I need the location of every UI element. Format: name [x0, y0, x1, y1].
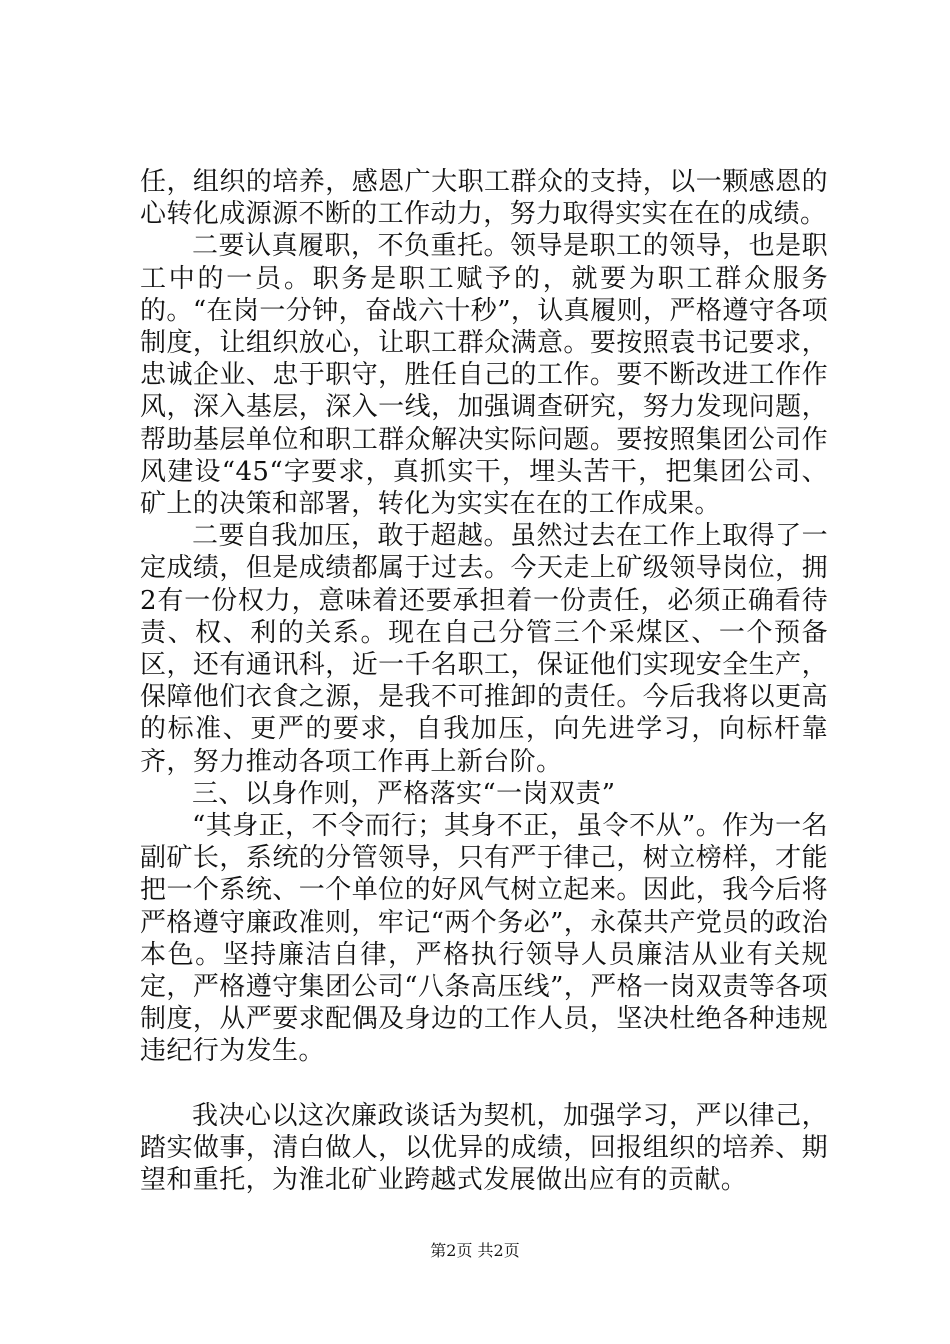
- paragraph-integrity: “其身正，不令而行；其身不正，虽令不从”。作为一名副矿长，系统的分管领导，只有严于律己，树立榜样，才能把一个系统、一个单位的好风气树立起来。因此，我今后将严格遵守廉政准则，牢记“两个务必”，永葆共产党员的政治本色。坚持廉洁自律，严格执行领导人员廉洁从业有关规定，严格遵守集团公司“八条高压线”，严格一岗双责等各项制度，从严要求配偶及身边的工作人员，坚决杜绝各种违规违纪行为发生。: [140, 811, 828, 1067]
- paragraph-self-pressure: 二要自我加压，敢于超越。虽然过去在工作上取得了一定成绩，但是成绩都属于过去。今天走上矿级领导岗位，拥2有一份权力，意味着还要承担着一份责任，必须正确看待责、权、利的关系。现在自己分管三个采煤区、一个预备区，还有通讯科，近一千名职工，保证他们实现安全生产，保障他们衣食之源，是我不可推卸的责任。今后我将以更高的标准、更严的要求，自我加压，向先进学习，向标杆靠齐，努力推动各项工作再上新台阶。: [140, 521, 828, 777]
- page-footer: 第2页 共2页: [430, 1241, 520, 1260]
- paragraph-duty: 二要认真履职，不负重托。领导是职工的领导，也是职工中的一员。职务是职工赋予的，就要为职工群众服务的。“在岗一分钟，奋战六十秒”，认真履则，严格遵守各项制度，让组织放心，让职工群众满意。要按照袁书记要求，忠诚企业、忠于职守，胜任自己的工作。要不断改进工作作风，深入基层，深入一线，加强调查研究，努力发现问题，帮助基层单位和职工群众解决实际问题。要按照集团公司作风建设“45“字要求，真抓实干，埋头苦干，把集团公司、矿上的决策和部署，转化为实实在在的工作成果。: [140, 231, 828, 520]
- document-body: [140, 166, 828, 1196]
- paragraph-continuation: 任，组织的培养，感恩广大职工群众的支持，以一颗感恩的心转化成源源不断的工作动力，努力取得实实在在的成绩。: [140, 167, 828, 230]
- section-heading: 三、以身作则，严格落实“一岗双责”: [192, 778, 616, 809]
- paragraph-conclusion: 我决心以这次廉政谈话为契机，加强学习，严以律己，踏实做事，清白做人，以优异的成绩，回报组织的培养、期望和重托，为淮北矿业跨越式发展做出应有的贡献。: [140, 1100, 828, 1196]
